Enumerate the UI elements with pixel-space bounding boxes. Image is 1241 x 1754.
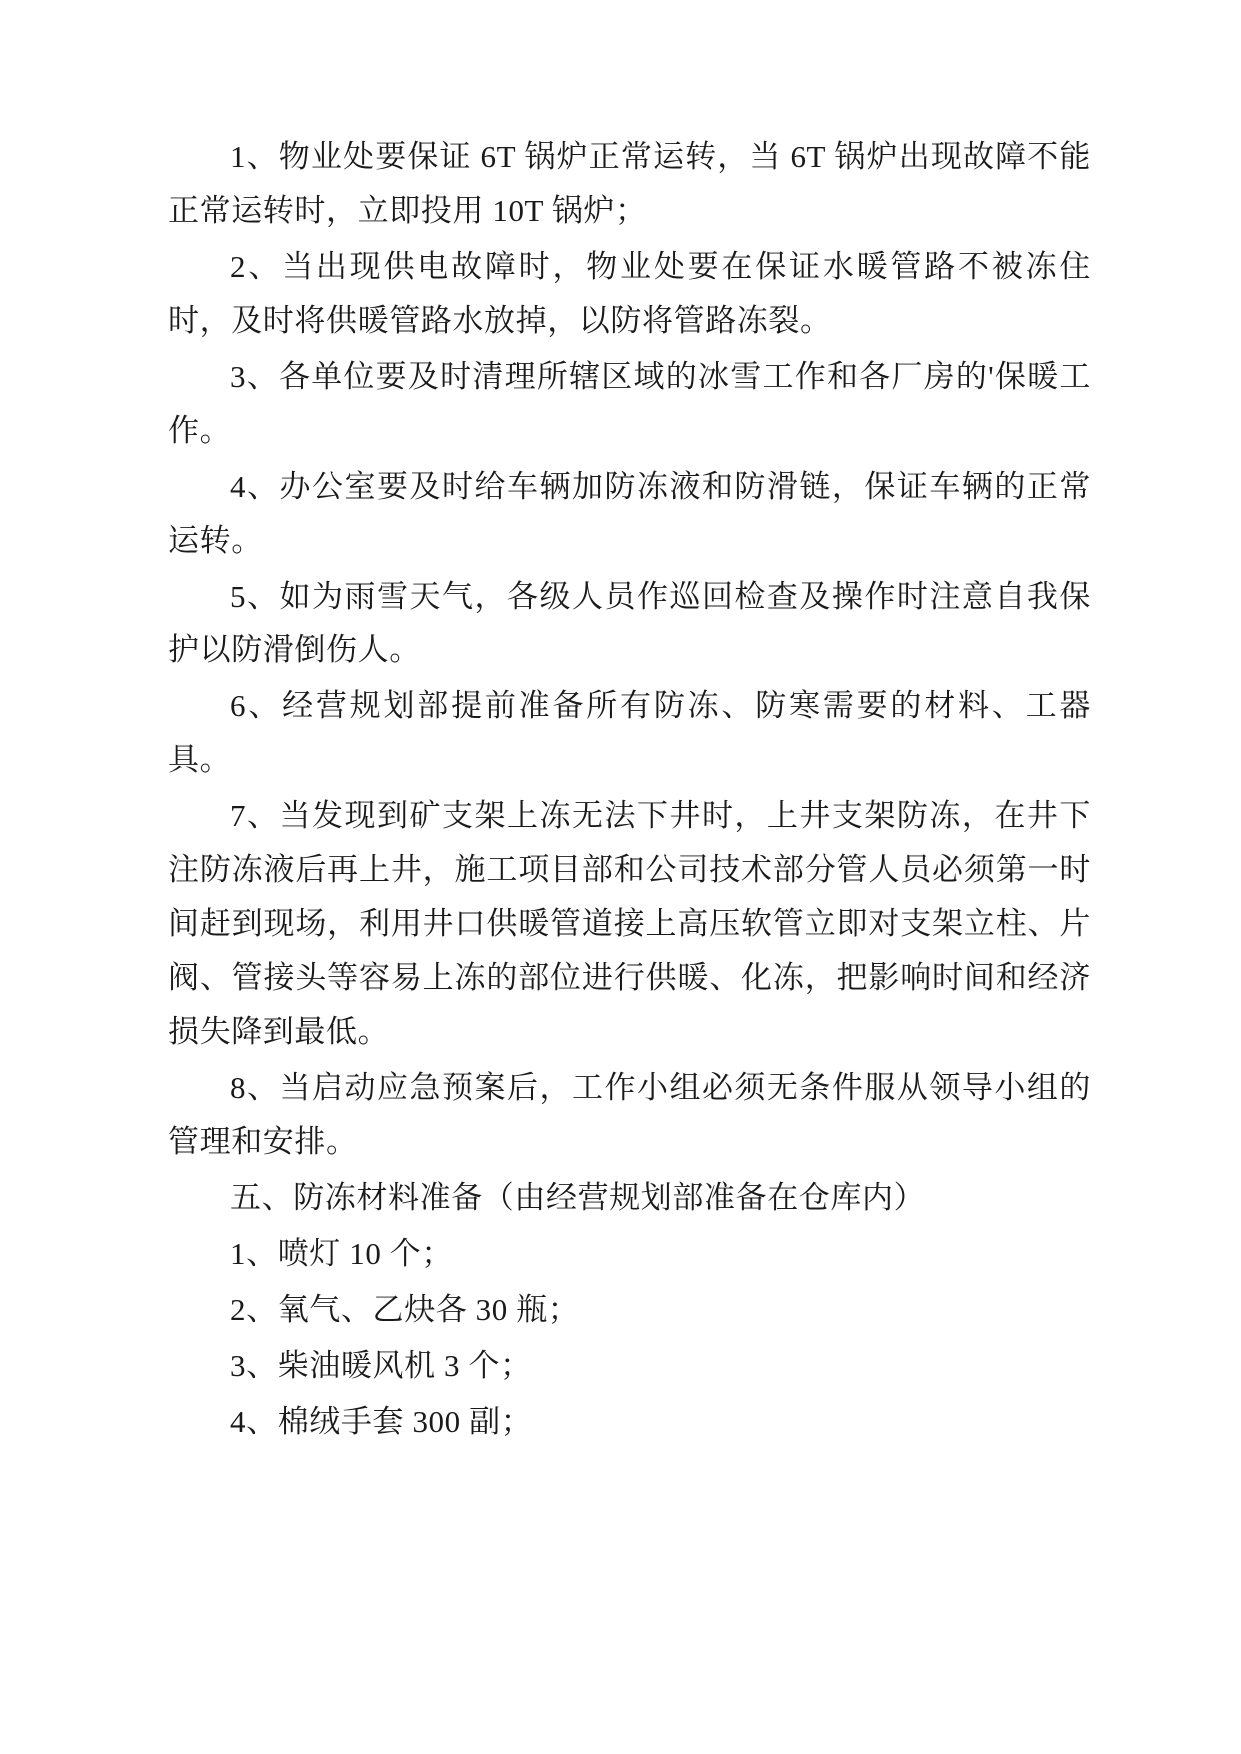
paragraph-1: 1、物业处要保证 6T 锅炉正常运转，当 6T 锅炉出现故障不能正常运转时，立即投用 10T 锅炉； xyxy=(168,139,1091,228)
paragraph-7: 7、当发现到矿支架上冻无法下井时，上井支架防冻，在井下注防冻液后再上井，施工项目部和公司技术部分管人员必须第一时间赶到现场，利用井口供暖管道接上高压软管立即对支架立柱、片阀、管接头等容易上冻的部位进行供暖、化冻，把影响时间和经济损失降到最低。 xyxy=(168,798,1091,1049)
material-item-4: 4、棉绒手套 300 副； xyxy=(230,1403,533,1439)
section-heading-five: 五、防冻材料准备（由经营规划部准备在仓库内） xyxy=(230,1179,926,1215)
material-item-1: 1、喷灯 10 个； xyxy=(230,1235,453,1271)
paragraph-2: 2、当出现供电故障时，物业处要在保证水暖管路不被冻住时，及时将供暖管路水放掉，以防将管路冻裂。 xyxy=(168,248,1091,338)
paragraph-6: 6、经营规划部提前准备所有防冻、防寒需要的材料、工器具。 xyxy=(168,688,1091,778)
paragraph-4: 4、办公室要及时给车辆加防冻液和防滑链，保证车辆的正常运转。 xyxy=(168,468,1091,558)
document-body xyxy=(168,130,1091,1449)
material-item-3: 3、柴油暖风机 3 个； xyxy=(230,1347,532,1383)
paragraph-5: 5、如为雨雪天气，各级人员作巡回检查及操作时注意自我保护以防滑倒伤人。 xyxy=(168,578,1091,668)
paragraph-3: 3、各单位要及时清理所辖区域的冰雪工作和各厂房的'保暖工作。 xyxy=(168,358,1091,448)
material-item-2: 2、氧气、乙炔各 30 瓶； xyxy=(230,1291,580,1327)
paragraph-8: 8、当启动应急预案后，工作小组必须无条件服从领导小组的管理和安排。 xyxy=(168,1069,1091,1159)
